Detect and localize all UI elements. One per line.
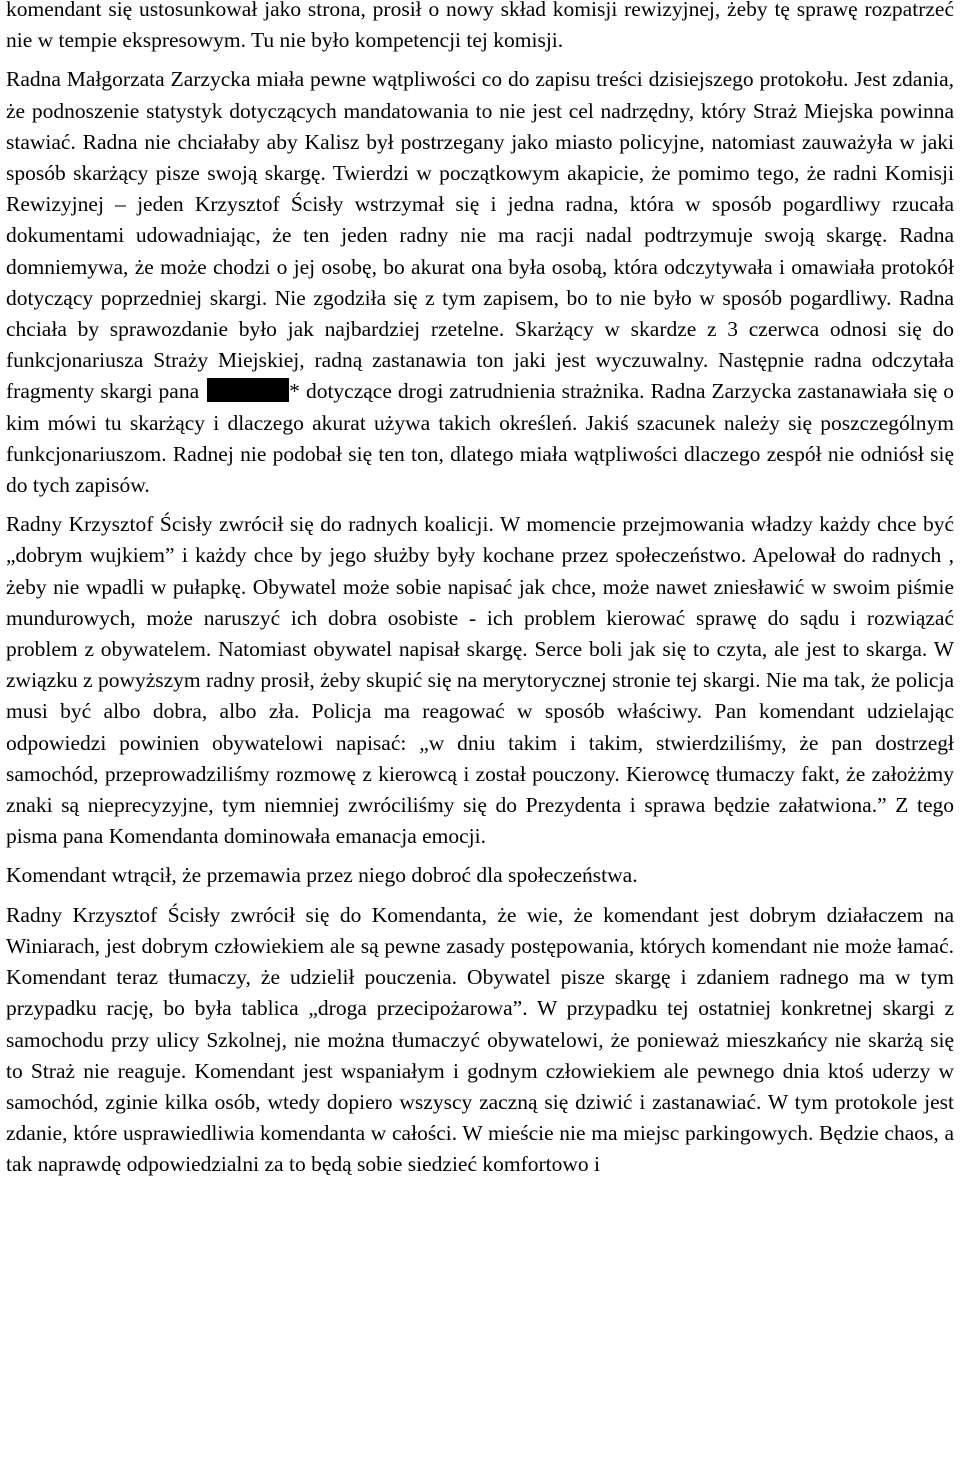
paragraph-5-text: Radny Krzysztof Ścisły zwrócił się do Komendanta, że wie, że komendant jest dobrym działaczem na Winiarach, jest dobrym człowiekiem ale są pewne zasady postępowania, których komendant nie może łamać. Komendant teraz tłumaczy, że udzielił pouczenia. Obywatel pisze skargę i zdaniem radnego ma w tym przypadku rację, bo była tablica „droga przecipożarowa”. W przypadku tej ostatniej konkretnej skargi z samochodu przy ulicy Szkolnej, nie można tłumaczyć obywatelowi, że ponieważ mieszkańcy nie skarżą się to Straż nie reaguje. Komendant jest wspaniałym i godnym człowiekiem ale pewnego dnia ktoś uderzy w samochód, zginie kilka osób, wtedy dopiero wszyscy zaczną się dziwić i zastanawiać. W tym protokole jest zdanie, które usprawiedliwia komendanta w całości. W mieście nie ma miejsc parkingowych. Będzie chaos, a tak naprawdę odpowiedzialni za to będą sobie siedzieć komfortowo i — [6, 902, 954, 1177]
paragraph-3 — [6, 509, 954, 852]
paragraph-4-text: Komendant wtrącił, że przemawia przez niego dobroć dla społeczeństwa. — [6, 863, 638, 888]
paragraph-4 — [6, 860, 954, 891]
paragraph-5 — [6, 900, 954, 1181]
document-page — [6, 0, 954, 1189]
redaction-block — [207, 378, 289, 402]
paragraph-1-text: komendant się ustosunkował jako strona, prosił o nowy skład komisji rewizyjnej, żeby tę sprawę rozpatrzeć nie w tempie ekspresowym. Tu nie było kompetencji tej komisji. — [6, 0, 954, 53]
paragraph-3-text: Radny Krzysztof Ścisły zwrócił się do radnych koalicji. W momencie przejmowania władzy każdy chce być „dobrym wujkiem” i każdy chce by jego służby były kochane przez społeczeństwo. Apelował do radnych , żeby nie wpadli w pułapkę. Obywatel może sobie napisać jak chce, może nawet zniesławić w swoim piśmie mundurowych, może naruszyć ich dobra osobiste - ich problem kierować sprawę do sądu i rozwiązać problem z obywatelem. Natomiast obywatel napisał skargę. Serce boli jak się to czyta, ale jest to skarga. W związku z powyższym radny prosił, żeby skupić się na merytorycznej stronie tej skargi. Nie ma tak, że policja musi być albo dobra, albo zła. Policja ma reagować w sposób właściwy. Pan komendant udzielając odpowiedzi powinien obywatelowi napisać: „w dniu takim i takim, stwierdziliśmy, że pan dostrzegł samochód, przeprowadziliśmy rozmowę z kierowcą i został pouczony. Kierowcę tłumaczy fakt, że założżmy znaki są nieprecyzyjne, tym niemniej zwróciliśmy się do Prezydenta i sprawa będzie załatwiona.” Z tego pisma pana Komendanta dominowała emanacja emocji. — [6, 512, 954, 849]
paragraph-1 — [6, 0, 954, 56]
paragraph-2-text-after-redaction: * dotyczące drogi zatrudnienia strażnika. Radna Zarzycka zastanawiała się o kim mówi tu skarżący i dlaczego akurat używa takich określeń. Jakiś szacunek należy się poszczególnym funkcjonariuszom. Radnej nie podobał się ten ton, dlatego miała wątpliwości dlaczego zespół nie odniósł się do tych zapisów. — [6, 379, 955, 498]
paragraph-2 — [6, 64, 954, 501]
paragraph-2-text-before-redaction: Radna Małgorzata Zarzycka miała pewne wątpliwości co do zapisu treści dzisiejszego protokołu. Jest zdania, że podnoszenie statystyk dotyczących mandatowania to nie jest cel nadrzędny, który Straż Miejska powinna stawiać. Radna nie chciałaby aby Kalisz był postrzegany jako miasto policyjne, natomiast zauważyła w jaki sposób skarżący pisze swoją skargę. Twierdzi w początkowym akapicie, że pomimo tego, że radni Komisji Rewizyjnej – jeden Krzysztof Ścisły wstrzymał się i jedna radna, która w sposób pogardliwy rzucała dokumentami udowadniając, że ten jeden radny nie ma racji nadal podtrzymuje swoją skargę. Radna domniemywa, że może chodzi o jej osobę, bo akurat ona była osobą, która odczytywała i omawiała protokół dotyczący poprzedniej skargi. Nie zgodziła się z tym zapisem, bo to nie było w sposób pogardliwy. Radna chciała by sprawozdanie było jak najbardziej rzetelne. Skarżący w skardze z 3 czerwca odnosi się do funkcjonariusza Straży Miejskiej, radną zastanawia ton jaki jest wyczuwalny. Następnie radna odczytała fragmenty skargi pana — [6, 67, 954, 404]
